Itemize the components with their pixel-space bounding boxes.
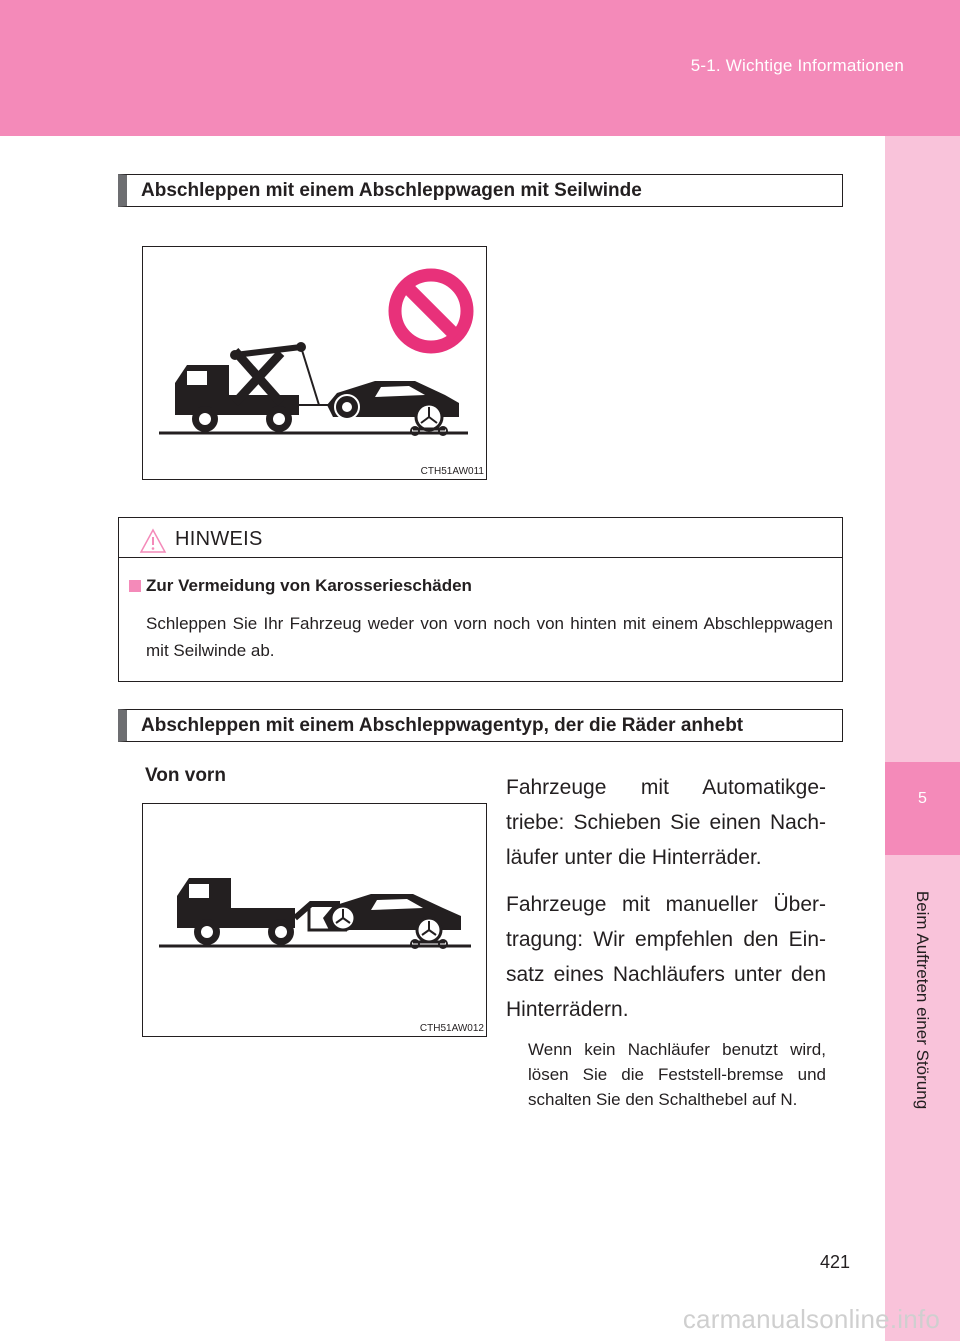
- figure-wheel-lift-tow: [142, 803, 487, 1037]
- prohibited-sign-icon: [395, 275, 467, 347]
- chapter-number: 5: [918, 790, 927, 807]
- front-towing-heading: Von vorn: [145, 765, 226, 786]
- front-towing-text: [506, 770, 826, 1027]
- notice-box: [118, 517, 843, 682]
- watermark: carmanualsonline.info: [682, 1304, 940, 1334]
- warning-triangle-icon: [139, 528, 167, 559]
- bullet-square-icon: [129, 580, 141, 592]
- chapter-tab[interactable]: [885, 762, 960, 855]
- header-section-title: 5-1. Wichtige Informationen: [690, 56, 904, 75]
- notice-body: Schleppen Sie Ihr Fahrzeug weder von vorn noch von hinten mit einem Abschleppwagen mit Seilwinde ab.: [146, 614, 833, 660]
- notice-title: HINWEIS: [175, 528, 263, 550]
- chapter-sidebar: [885, 136, 960, 1341]
- page-number: 421: [820, 1252, 851, 1272]
- figure-code: CTH51AW012: [419, 1023, 484, 1034]
- notice-header: [119, 518, 842, 558]
- no-dolly-note: Wenn kein Nachläufer benutzt wird, lösen Sie die Feststell-bremse und schalten Sie den Schalthebel auf N.: [528, 1040, 826, 1109]
- section-heading-winch: Abschleppen mit einem Abschleppwagen mit Seilwinde: [118, 174, 843, 207]
- figure-winch-tow: [142, 246, 487, 480]
- automatic-transmission-paragraph: Fahrzeuge mit Automatikge-triebe: Schieben Sie einen Nach-läufer unter die Hinterräder.: [506, 776, 826, 869]
- winch-tow-illustration: [143, 247, 486, 479]
- notice-subtitle: Zur Vermeidung von Karosserieschäden: [146, 576, 472, 595]
- section-heading-wheel-lift: Abschleppen mit einem Abschleppwagentyp, der die Räder anhebt: [118, 709, 843, 742]
- figure-code: CTH51AW011: [420, 466, 484, 477]
- wheel-lift-tow-illustration: [143, 804, 486, 1036]
- manual-transmission-paragraph: Fahrzeuge mit manueller Über-tragung: Wir empfehlen den Ein-satz eines Nachläufers unter den Hinterrädern.: [506, 893, 826, 1021]
- header-band: [0, 0, 960, 136]
- chapter-label: Beim Auftreten einer Störung: [913, 890, 932, 1110]
